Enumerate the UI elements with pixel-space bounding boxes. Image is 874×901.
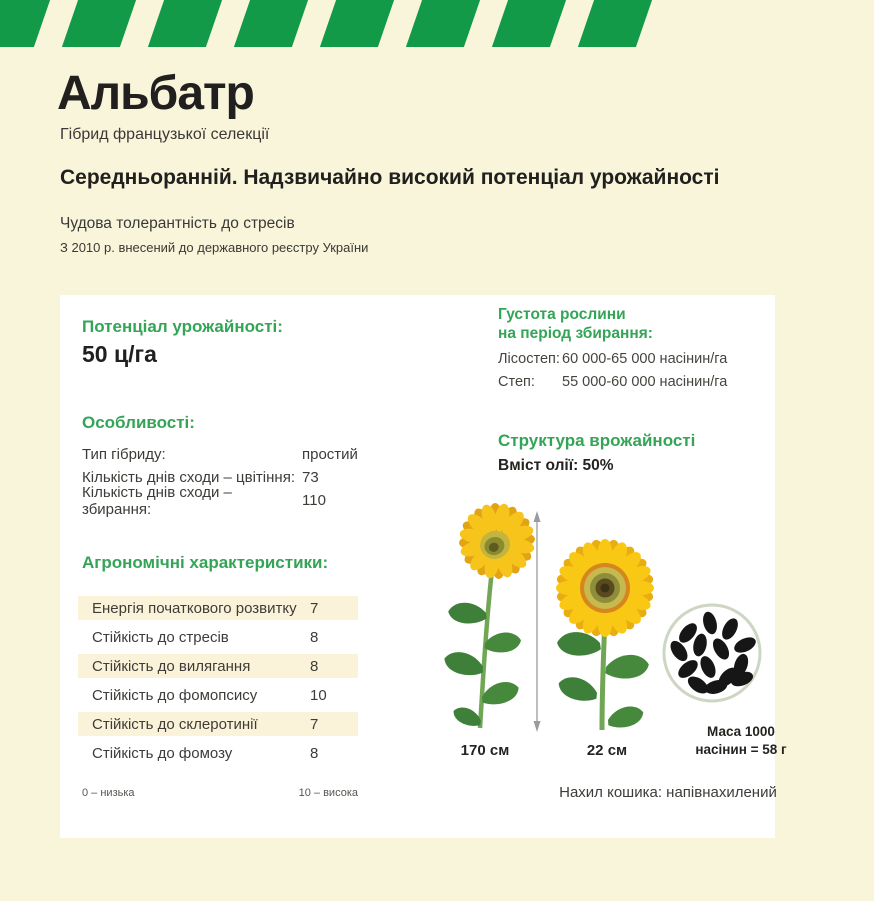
head-diameter-label: 22 см bbox=[586, 742, 628, 759]
seed-mass-label bbox=[676, 723, 806, 759]
density-row bbox=[498, 347, 727, 370]
seed-mass-line1: Маса 1000 bbox=[707, 724, 775, 739]
agronomic-table bbox=[78, 596, 358, 770]
features-heading: Особливості: bbox=[82, 413, 195, 432]
density-table bbox=[498, 347, 727, 393]
banner-stripe bbox=[492, 0, 566, 47]
height-arrow bbox=[534, 511, 541, 732]
agronomic-value: 10 bbox=[310, 686, 327, 704]
agronomic-value: 8 bbox=[310, 628, 319, 646]
feature-row bbox=[82, 443, 382, 466]
agronomic-row bbox=[78, 683, 358, 707]
banner-stripe bbox=[234, 0, 308, 47]
basket-tilt-note: Нахил кошика: напівнахилений bbox=[559, 784, 777, 801]
density-value: 55 000-60 000 насінин/га bbox=[562, 373, 728, 390]
banner-stripe bbox=[148, 0, 222, 47]
agronomic-heading: Агрономічні характеристики: bbox=[82, 553, 329, 572]
scale-high-label: 10 – висока bbox=[298, 787, 358, 799]
banner-stripe bbox=[62, 0, 136, 47]
seeds-circle-illustration bbox=[664, 605, 760, 701]
agronomic-label: Стійкість до склеротинії bbox=[92, 715, 258, 733]
seed-mass-line2: насінин = 58 г bbox=[695, 742, 787, 757]
info-card bbox=[60, 295, 787, 838]
agronomic-value: 8 bbox=[310, 657, 319, 675]
scale-low-label: 0 – низька bbox=[82, 787, 135, 799]
feature-value: простий bbox=[302, 446, 358, 463]
feature-label: Кількість днів сходи – цвітіння: bbox=[82, 469, 295, 486]
density-heading bbox=[498, 305, 653, 343]
sunflower-front-illustration bbox=[555, 538, 654, 730]
scale-legend bbox=[82, 787, 358, 799]
agronomic-row bbox=[78, 654, 358, 678]
agronomic-label: Стійкість до фомозу bbox=[92, 744, 233, 762]
agronomic-value: 8 bbox=[310, 744, 319, 762]
feature-row bbox=[82, 483, 382, 518]
feature-label: Кількість днів сходи – збирання: bbox=[82, 483, 232, 518]
registry-note: З 2010 р. внесений до державного реєстру України bbox=[60, 240, 369, 255]
agronomic-value: 7 bbox=[310, 715, 319, 733]
density-label: Лісостеп: bbox=[498, 350, 560, 367]
agronomic-label: Стійкість до стресів bbox=[92, 628, 229, 646]
density-row bbox=[498, 370, 727, 393]
sunflower-tall-illustration bbox=[443, 495, 545, 728]
agronomic-row bbox=[78, 596, 358, 620]
banner-stripe bbox=[320, 0, 394, 47]
agronomic-label: Стійкість до вилягання bbox=[92, 657, 251, 675]
striped-banner bbox=[0, 0, 672, 47]
agronomic-label: Стійкість до фомопсису bbox=[92, 686, 258, 704]
structure-heading: Структура врожайності bbox=[498, 431, 696, 450]
features-table bbox=[82, 443, 382, 518]
density-label: Степ: bbox=[498, 373, 535, 390]
density-heading-line2: на період збирання: bbox=[498, 325, 653, 342]
density-value: 60 000-65 000 насінин/га bbox=[562, 350, 728, 367]
agronomic-row bbox=[78, 712, 358, 736]
page-subtitle: Гібрид французької селекції bbox=[60, 126, 270, 143]
page-title: Альбатр bbox=[57, 67, 254, 120]
feature-value: 73 bbox=[302, 469, 319, 486]
density-heading-line1: Густота рослини bbox=[498, 306, 626, 323]
oil-content: Вміст олії: 50% bbox=[498, 457, 614, 474]
yield-potential-value: 50 ц/га bbox=[82, 341, 157, 367]
yield-structure-illustration bbox=[430, 495, 775, 760]
yield-potential-heading: Потенціал урожайності: bbox=[82, 317, 283, 336]
feature-value: 110 bbox=[302, 492, 326, 509]
banner-stripe bbox=[0, 0, 50, 47]
agronomic-value: 7 bbox=[310, 599, 319, 617]
plant-height-label: 170 см bbox=[460, 742, 510, 759]
agronomic-label: Енергія початкового розвитку bbox=[92, 599, 297, 617]
agronomic-row bbox=[78, 625, 358, 649]
tagline: Середньоранній. Надзвичайно високий потенціал урожайності bbox=[60, 166, 720, 189]
agronomic-row bbox=[78, 741, 358, 765]
banner-stripe bbox=[578, 0, 652, 47]
feature-label: Тип гібриду: bbox=[82, 446, 166, 463]
tolerance-note: Чудова толерантність до стресів bbox=[60, 215, 295, 232]
banner-stripe bbox=[406, 0, 480, 47]
